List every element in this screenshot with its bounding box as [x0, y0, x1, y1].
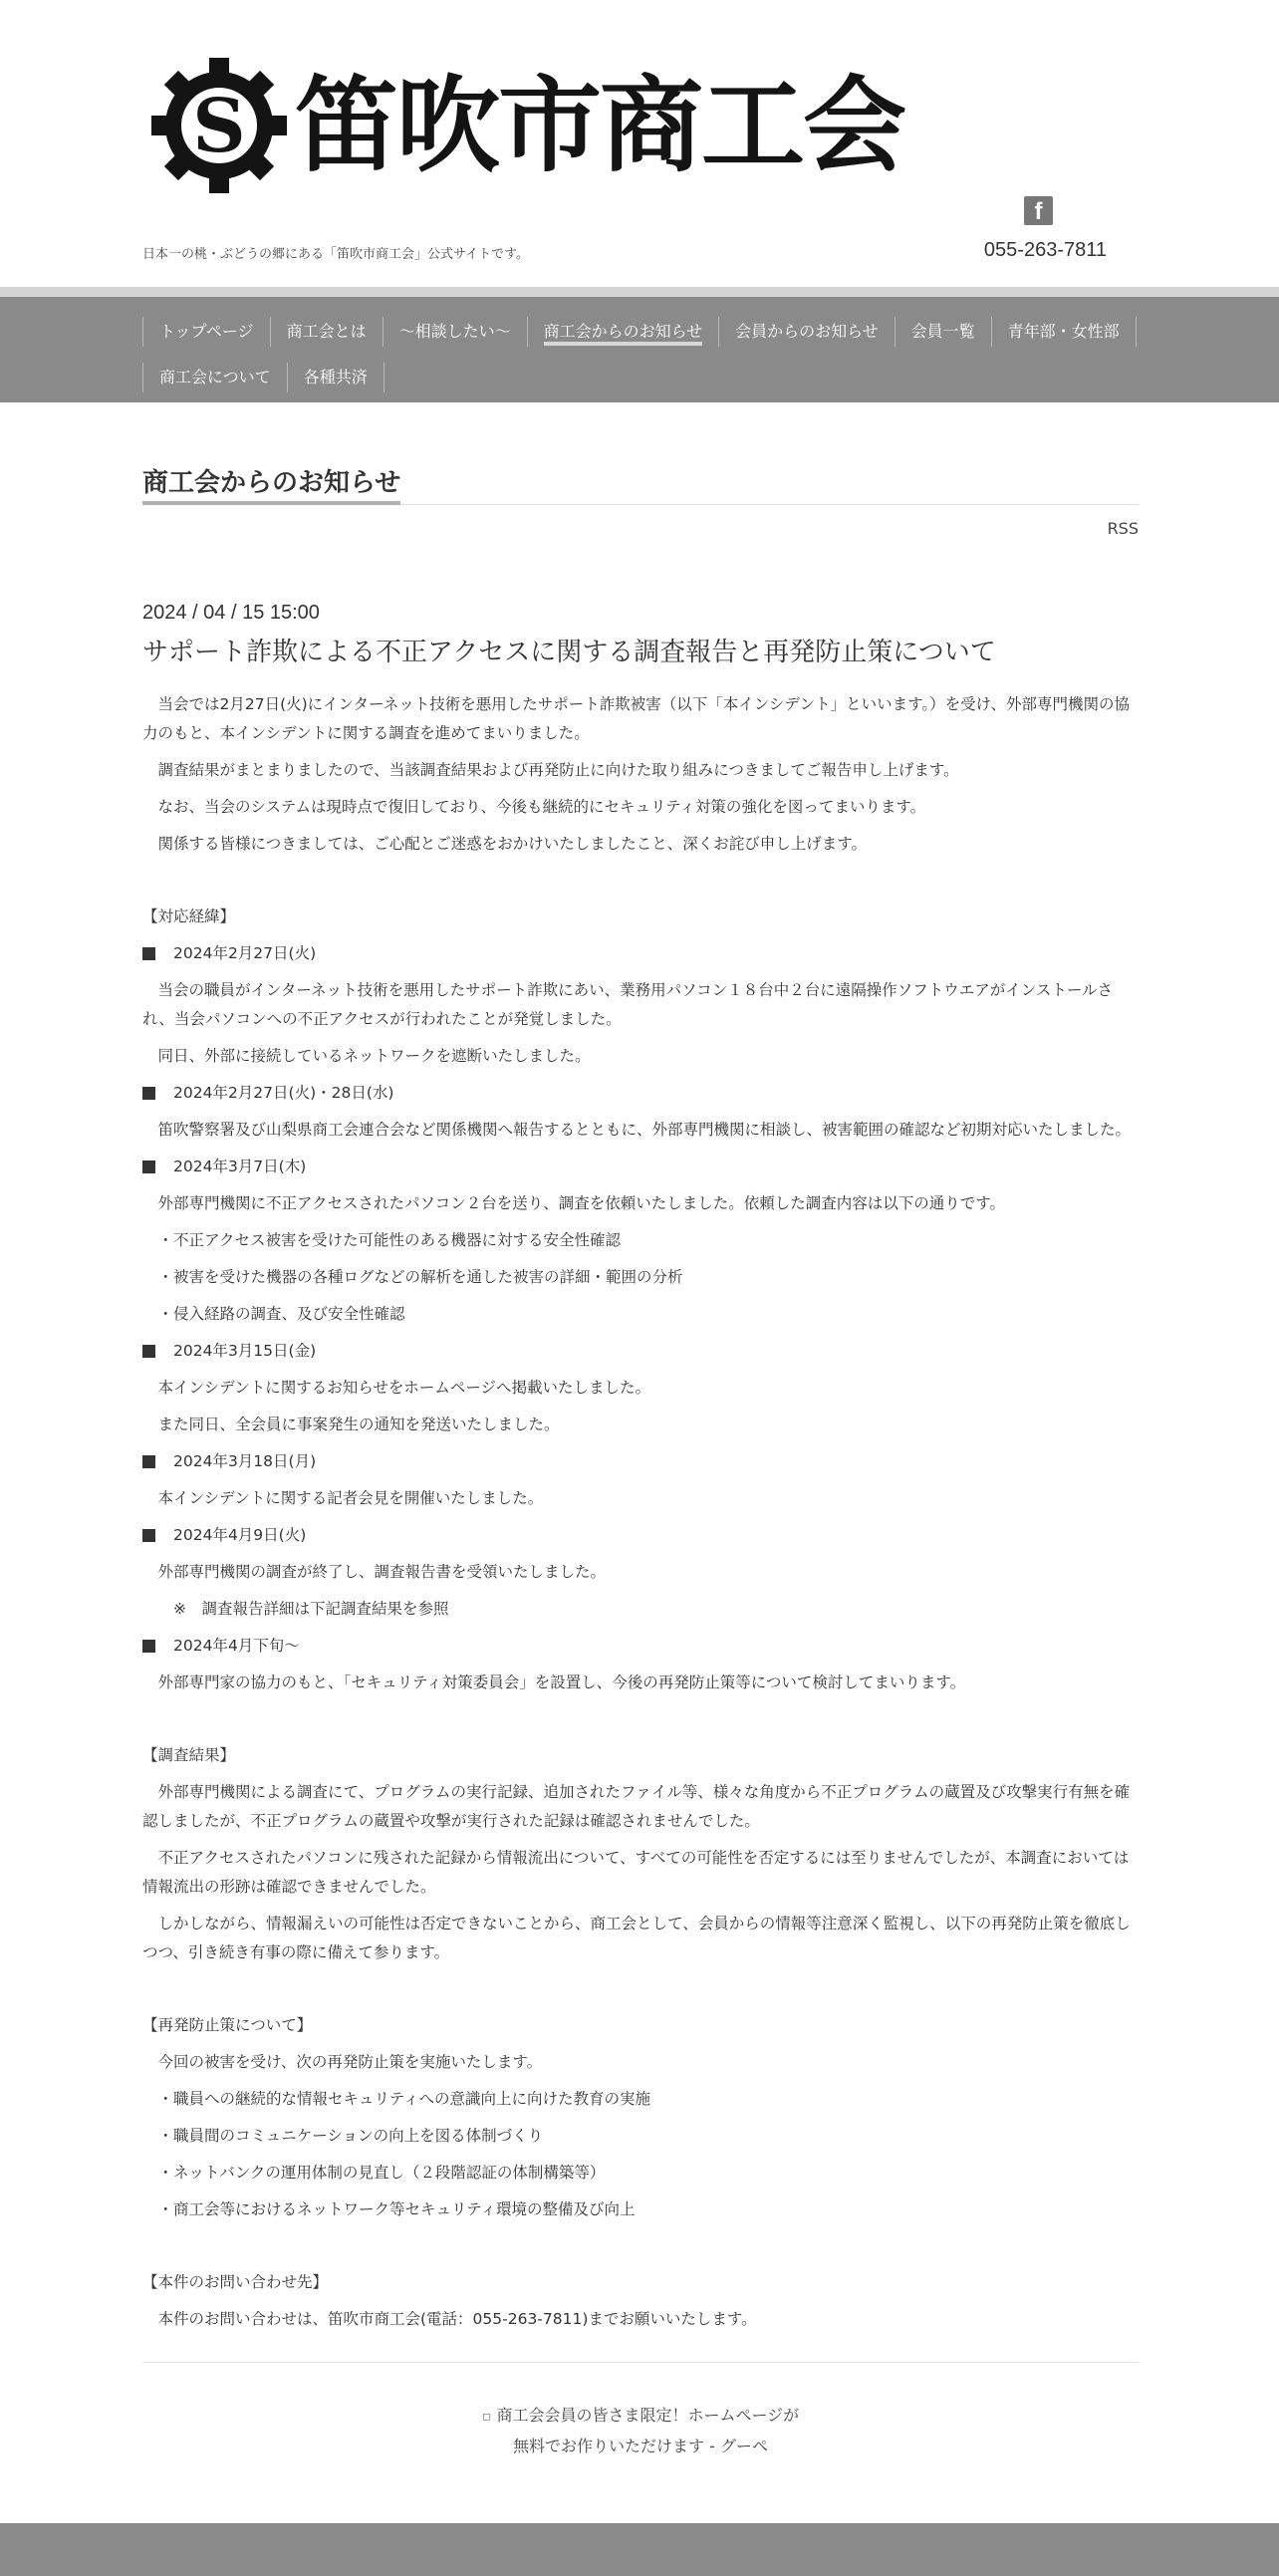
timeline-date: 2024年4月9日(火) [142, 1521, 1139, 1550]
timeline-text: 外部専門機関の調査が終了し、調査報告書を受領いたしました。 [157, 1562, 607, 1581]
result-paragraph: しかしながら、情報漏えいの可能性は否定できないことから、商工会として、会員からの情報等注意深く監視し、以下の再発防止策を徹底しつつ、引き続き有事の際に備えて参ります。 [142, 1914, 1131, 1961]
timeline-date: 2024年2月27日(火) [142, 939, 1139, 968]
timeline-date: 2024年3月18日(月) [142, 1447, 1139, 1476]
square-bullet-icon [142, 1087, 155, 1100]
gear-logo-icon [149, 56, 289, 195]
nav-item-member-news[interactable]: 会員からのお知らせ [718, 317, 895, 347]
timeline-text: 同日、外部に接続しているネットワークを遮断いたしました。 [157, 1046, 591, 1065]
timeline-text: 笛吹警察署及び山梨県商工会連合会など関係機関へ報告するとともに、外部専門機関に相談し、被害範囲の確認など初期対応いたしました。 [157, 1120, 1132, 1139]
square-bullet-icon [142, 1345, 155, 1358]
header-divider [0, 287, 1279, 297]
nav-item-news[interactable]: 商工会からのお知らせ [527, 317, 719, 347]
square-bullet-icon [142, 1160, 155, 1173]
broken-image-icon: ▫ [481, 2408, 492, 2425]
nav-item-top[interactable]: トップページ [142, 317, 270, 347]
section-title: 商工会からのお知らせ [142, 462, 400, 505]
rss-link[interactable]: RSS [1107, 519, 1139, 538]
square-bullet-icon [142, 1529, 155, 1542]
timeline-text: 外部専門家の協力のもと、「セキュリティ対策委員会」を設置し、今後の再発防止策等について検討してまいります。 [157, 1673, 966, 1691]
square-bullet-icon [142, 947, 155, 960]
square-bullet-icon [142, 1455, 155, 1468]
timeline-date: 2024年4月下旬〜 [142, 1632, 1139, 1661]
timeline-text: 本インシデントに関する記者会見を開催いたしました。 [157, 1488, 544, 1507]
timeline-date: 2024年2月27日(火)・28日(水) [142, 1079, 1139, 1108]
site-tagline: 日本一の桃・ぶどうの郷にある「笛吹市商工会」公式サイトです。 [142, 247, 530, 262]
investigation-item: ・被害を受けた機器の各種ログなどの解析を通した被害の詳細・範囲の分析 [157, 1267, 683, 1286]
section-header [142, 462, 1139, 505]
timeline-note: ※ 調査報告詳細は下記調査結果を参照 [173, 1599, 449, 1618]
nav-item-about[interactable]: 商工会とは [270, 317, 383, 347]
nav-row-2 [142, 355, 1139, 400]
intro-paragraph: 関係する皆様につきましては、ご心配とご迷惑をおかけいたしましたこと、深くお詫び申し上げます。 [157, 834, 867, 853]
nav-item-mutual-aid[interactable]: 各種共済 [287, 363, 384, 392]
site-footer [0, 2523, 1279, 2576]
square-bullet-icon [142, 1640, 155, 1653]
banner-alt-text: 商工会会員の皆さま限定！ホームページが無料でお作りいただけます - グーペ [496, 2405, 800, 2455]
prevention-item: ・ネットバンクの運用体制の見直し（２段階認証の体制構築等） [157, 2163, 606, 2182]
intro-paragraph: 調査結果がまとまりましたので、当該調査結果および再発防止に向けた取り組みにつきましてご報告申し上げます。 [157, 760, 959, 779]
contact-text: 本件のお問い合わせは、笛吹市商工会(電話：055-263-7811)までお願いいたします。 [157, 2309, 757, 2328]
prevention-item: ・職員間のコミュニケーションの向上を図る体制づくり [157, 2126, 544, 2145]
goope-banner-link[interactable] [481, 2401, 800, 2460]
result-heading: 【調査結果】 [142, 1745, 236, 1764]
timeline-text: 当会の職員がインターネット技術を悪用したサポート詐欺にあい、業務用パソコン１８台中２台に遠隔操作ソフトウエアがインストールされ、当会パソコンへの不正アクセスが行われたことが発覚しました。 [142, 980, 1114, 1028]
investigation-item: ・不正アクセス被害を受けた可能性のある機器に対する安全性確認 [157, 1230, 622, 1249]
nav-row-1 [142, 309, 1139, 355]
result-paragraph: 外部専門機関による調査にて、プログラムの実行記録、追加されたファイル等、様々な角度から不正プログラムの蔵置及び攻撃実行有無を確認しましたが、不正プログラムの蔵置や攻撃が実行された記録は確認されませんでした。 [142, 1782, 1131, 1830]
timeline-text: 外部専門機関に不正アクセスされたパソコン２台を送り、調査を依頼いたしました。依頼した調査内容は以下の通りです。 [157, 1193, 1005, 1212]
timeline-text: また同日、全会員に事案発生の通知を発送いたしました。 [157, 1415, 560, 1433]
site-header [0, 0, 1279, 287]
site-logo[interactable] [149, 56, 904, 195]
main-content [142, 402, 1139, 2460]
nav-item-consult[interactable]: 〜相談したい〜 [383, 317, 527, 347]
investigation-item: ・侵入経路の調査、及び安全性確認 [157, 1304, 405, 1323]
prevention-item: ・商工会等におけるネットワーク等セキュリティ環境の整備及び向上 [157, 2199, 636, 2218]
phone-text: 055-263-7811 [983, 239, 1107, 261]
facebook-icon[interactable]: f [1024, 196, 1053, 225]
intro-paragraph: なお、当会のシステムは現時点で復旧しており、今後も継続的にセキュリティ対策の強化を図ってまいります。 [157, 797, 926, 816]
post-body [142, 690, 1139, 2334]
svg-text:S: S [192, 84, 246, 169]
prevention-item: ・職員への継続的な情報セキュリティへの意識向上に向けた教育の実施 [157, 2089, 650, 2108]
contact-heading: 【本件のお問い合わせ先】 [142, 2272, 329, 2291]
post-title: サポート詐欺による不正アクセスに関する調査報告と再発防止策について [142, 638, 996, 667]
result-paragraph: 不正アクセスされたパソコンに残された記録から情報流出について、すべての可能性を否定するには至りませんでしたが、本調査においては情報流出の形跡は確認できませんでした。 [142, 1848, 1130, 1896]
prevention-intro: 今回の被害を受け、次の再発防止策を実施いたします。 [157, 2052, 543, 2071]
post-date: 2024 / 04 / 15 15:00 [142, 602, 320, 624]
intro-paragraph: 当会では2月27日(火)にインターネット技術を悪用したサポート詐欺被害（以下「本インシデント」といいます。）を受け、外部専門機関の協力のもと、本インシデントに関する調査を進めてまいりました。 [142, 694, 1130, 742]
nav-item-about-association[interactable]: 商工会について [142, 363, 287, 392]
nav-item-youth-women[interactable]: 青年部・女性部 [991, 317, 1137, 347]
global-nav [0, 297, 1279, 402]
timeline-heading: 【対応経緯】 [142, 906, 236, 925]
timeline-date: 2024年3月7日(木) [142, 1153, 1139, 1181]
logo-text: 笛吹市商工会 [295, 64, 905, 186]
phone-number [980, 239, 1107, 262]
timeline-date: 2024年3月15日(金) [142, 1337, 1139, 1366]
nav-item-member-list[interactable]: 会員一覧 [895, 317, 991, 347]
prevention-heading: 【再発防止策について】 [142, 2015, 313, 2034]
timeline-text: 本インシデントに関するお知らせをホームページへ掲載いたしました。 [157, 1378, 651, 1397]
content-divider [142, 2362, 1139, 2363]
